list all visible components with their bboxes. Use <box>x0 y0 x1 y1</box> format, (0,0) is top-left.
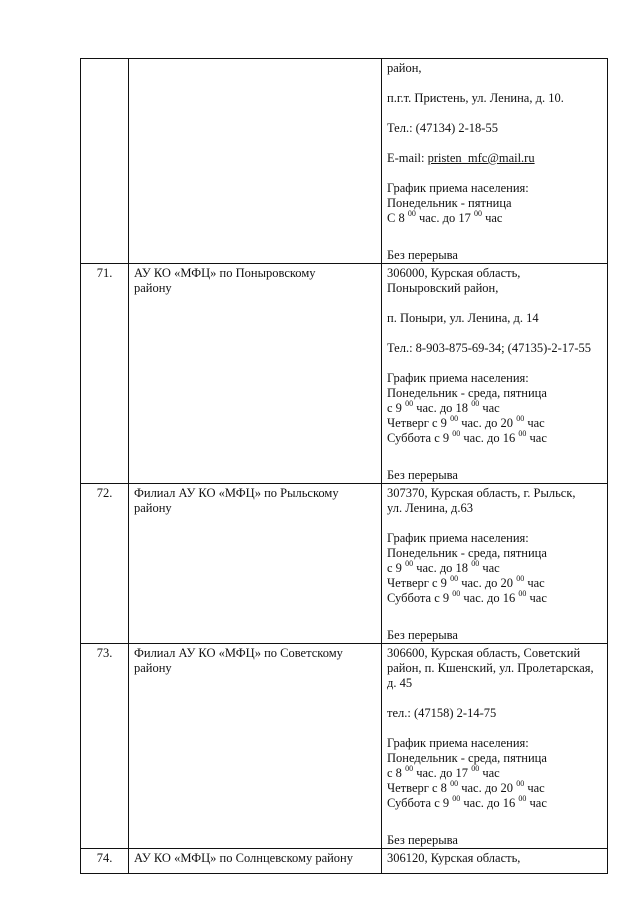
org-name-cell <box>129 59 382 264</box>
contact-info-cell <box>382 849 608 874</box>
schedule-thursday: Четверг с 9 $^{00}$ час. до 20 $^{00}$ час <box>387 573 545 590</box>
org-name-cell <box>129 484 382 644</box>
schedule-title: График приема населения: <box>387 736 529 750</box>
org-name-line: Филиал АУ КО «МФЦ» по Рыльскому <box>134 486 339 500</box>
org-name-line: АУ КО «МФЦ» по Солнцевскому району <box>134 851 354 865</box>
schedule-title: График приема населения: <box>387 371 529 385</box>
schedule-title: График приема населения: <box>387 531 529 545</box>
org-name-line: району <box>134 501 172 515</box>
row-number-cell <box>81 644 129 849</box>
schedule-saturday: Суббота с 9 $^{00}$ час. до 16 $^{00}$ час <box>387 588 547 605</box>
schedule-title: График приема населения: <box>387 181 529 195</box>
table-row-72 <box>81 484 608 644</box>
table-row-74 <box>81 849 608 874</box>
schedule-hours: с 9 $^{00}$ час. до 18 $^{00}$ час <box>387 558 500 575</box>
district-tail: район, <box>387 61 422 75</box>
row-number-cell <box>81 849 129 874</box>
email-link[interactable]: pristen_mfc@mail.ru <box>427 151 535 165</box>
org-name-line: АУ КО «МФЦ» по Поныровскому <box>134 266 316 280</box>
address-line: ул. Ленина, д.63 <box>387 501 473 515</box>
org-name-cell <box>129 849 382 874</box>
org-name-line: району <box>134 661 172 675</box>
org-name-line: Филиал АУ КО «МФЦ» по Советскому <box>134 646 343 660</box>
table-row-70-continued <box>81 59 608 264</box>
schedule-hours: с 9 $^{00}$ час. до 18 $^{00}$ час <box>387 398 500 415</box>
contact-info-cell <box>382 644 608 849</box>
row-number: 74. <box>96 851 113 865</box>
contact-info-cell <box>382 59 608 264</box>
table-row-73 <box>81 644 608 849</box>
email-line: E-mail: pristen_mfc@mail.ru <box>387 151 535 165</box>
address-line: 307370, Курская область, г. Рыльск, <box>387 486 576 500</box>
address-line: д. 45 <box>387 676 413 690</box>
address: п.г.т. Пристень, ул. Ленина, д. 10. <box>387 91 564 105</box>
schedule-saturday: Суббота с 9 $^{00}$ час. до 16 $^{00}$ час <box>387 428 547 445</box>
schedule-saturday: Суббота с 9 $^{00}$ час. до 16 $^{00}$ час <box>387 793 547 810</box>
schedule-hours: с 8 $^{00}$ час. до 17 $^{00}$ час <box>387 763 500 780</box>
no-break-note: Без перерыва <box>387 248 458 262</box>
address-line: район, п. Кшенский, ул. Пролетарская, <box>387 661 594 675</box>
no-break-note: Без перерыва <box>387 628 458 642</box>
mfc-registry-table <box>80 58 608 874</box>
schedule-days: Понедельник - среда, пятница <box>387 751 547 765</box>
address-line: 306120, Курская область, <box>387 851 521 865</box>
org-name-line: району <box>134 281 172 295</box>
phone: Тел.: (47134) 2-18-55 <box>387 121 498 135</box>
schedule-thursday: Четверг с 9 $^{00}$ час. до 20 $^{00}$ час <box>387 413 545 430</box>
row-number-cell <box>81 484 129 644</box>
no-break-note: Без перерыва <box>387 468 458 482</box>
no-break-note: Без перерыва <box>387 833 458 847</box>
phone: Тел.: 8-903-875-69-34; (47135)-2-17-55 <box>387 341 591 355</box>
contact-info-cell <box>382 484 608 644</box>
row-number-cell <box>81 264 129 484</box>
row-number: 73. <box>96 646 113 660</box>
row-number: 72. <box>96 486 113 500</box>
row-number-cell <box>81 59 129 264</box>
address-line: Поныровский район, <box>387 281 499 295</box>
row-number: 71. <box>96 266 113 280</box>
schedule-hours: С 8 $^{00}$ час. до 17 $^{00}$ час <box>387 208 503 225</box>
schedule-thursday: Четверг с 8 $^{00}$ час. до 20 $^{00}$ час <box>387 778 545 795</box>
org-name-cell <box>129 264 382 484</box>
schedule-days: Понедельник - среда, пятница <box>387 546 547 560</box>
address: п. Поныри, ул. Ленина, д. 14 <box>387 311 539 325</box>
phone: тел.: (47158) 2-14-75 <box>387 706 497 720</box>
org-name-cell <box>129 644 382 849</box>
address-line: 306000, Курская область, <box>387 266 521 280</box>
table-row-71 <box>81 264 608 484</box>
schedule-days: Понедельник - пятница <box>387 196 512 210</box>
schedule-days: Понедельник - среда, пятница <box>387 386 547 400</box>
address-line: 306600, Курская область, Советский <box>387 646 581 660</box>
contact-info-cell <box>382 264 608 484</box>
